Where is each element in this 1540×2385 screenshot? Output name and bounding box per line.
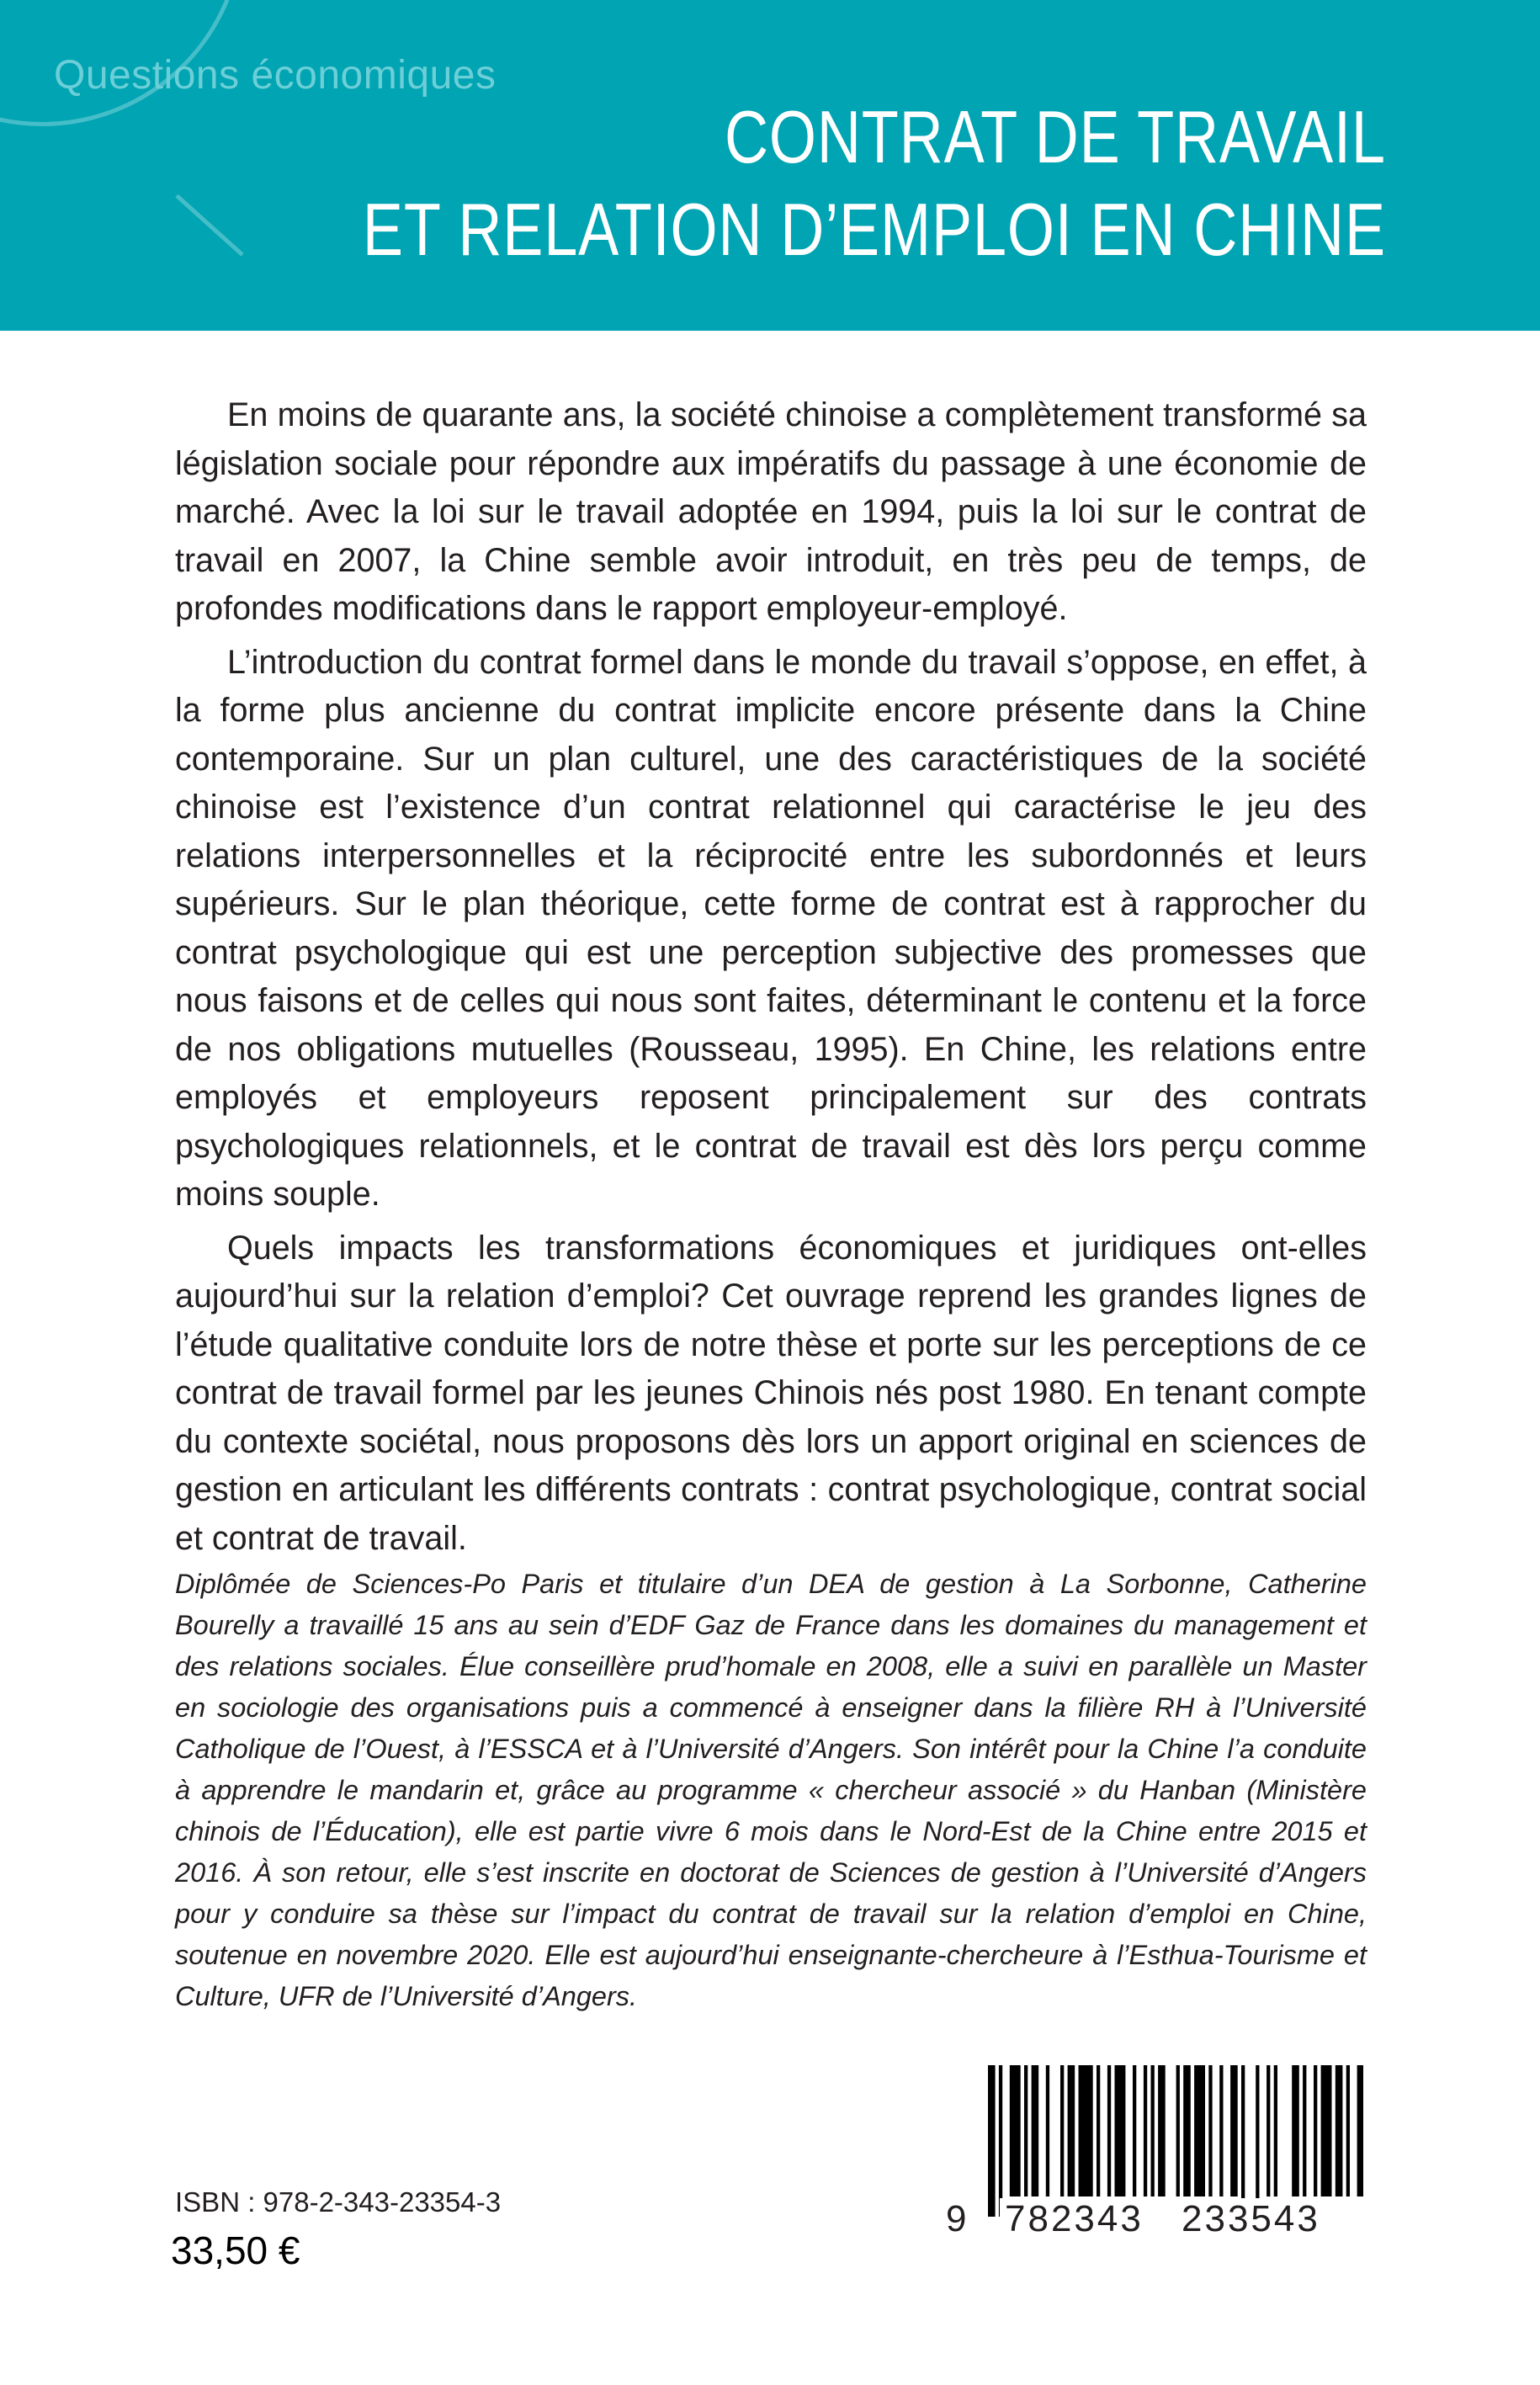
barcode-bar: [1060, 2065, 1064, 2196]
barcode-bar: [1079, 2065, 1093, 2196]
barcode-bar: [1046, 2065, 1049, 2196]
barcode-bar: [1144, 2065, 1147, 2196]
barcode-right-group: 233543: [1176, 2198, 1325, 2240]
barcode-bar: [1267, 2065, 1270, 2196]
cover-header: [0, 0, 1540, 331]
book-title-line-2: ET RELATION D’EMPLOI EN CHINE: [363, 188, 1386, 271]
barcode-bar: [1241, 2065, 1245, 2217]
isbn-label: ISBN : 978-2-343-23354-3: [175, 2186, 502, 2218]
barcode-bar: [1115, 2065, 1126, 2196]
barcode-first-digit: 9: [941, 2198, 971, 2240]
barcode-bar: [1303, 2065, 1306, 2196]
author-bio: [175, 1564, 1367, 2017]
price-label: 33,50 €: [171, 2228, 300, 2272]
barcode-bar: [1183, 2065, 1191, 2196]
barcode-bar: [1010, 2065, 1021, 2196]
barcode-bars: [944, 2065, 1363, 2217]
barcode-bar: [1314, 2065, 1317, 2196]
barcode-bar: [1230, 2065, 1238, 2196]
summary-paragraph: Quels impacts les transformations économiques et juridiques ont-elles aujourd’hui sur la relation d’emploi? Cet ouvrage reprend les grandes lignes de l’étude qualitative conduite lors de notre thèse et porte sur les perceptions de ce contrat de travail formel par les jeunes Chinois nés post 1980. En tenant compte du contexte sociétal, nous proposons dès lors un apport original en sciences de gestion en articulant les différents contrats : contrat psychologique, contrat social et contrat de travail.: [175, 1229, 1367, 1557]
barcode-bar: [1292, 2065, 1299, 2196]
barcode-bar: [1151, 2065, 1155, 2196]
isbn-barcode: [944, 2065, 1363, 2244]
barcode-bar: [1068, 2065, 1075, 2196]
barcode-bar: [1158, 2065, 1166, 2196]
barcode-numbers: [944, 2198, 1363, 2242]
barcode-bar: [1256, 2065, 1259, 2217]
series-logo-q-tail: [175, 194, 243, 257]
barcode-bar: [1024, 2065, 1028, 2196]
barcode-bar: [1219, 2065, 1223, 2196]
barcode-left-group: 782343: [1000, 2198, 1149, 2240]
barcode-bar: [1208, 2065, 1212, 2196]
barcode-bar: [1032, 2065, 1039, 2196]
barcode-bar: [1194, 2065, 1205, 2196]
author-bio-text: Diplômée de Sciences-Po Paris et titulaire d’un DEA de gestion à La Sorbonne, Catherine Bourelly a travaillé 15 ans au sein d’EDF Gaz de France dans les domaines du management et des relations sociales. Élue conseillère prud’homale en 2008, elle a suivi en parallèle un Master en sociologie des organisations puis a commencé à enseigner dans la filière RH à l’Université Catholique de l’Ouest, à l’ESSCA et à l’Université d’Angers. Son intérêt pour la Chine l’a conduite à apprendre le mandarin et, grâce au programme « chercheur associé » du Hanban (Ministère chinois de l’Éducation), elle est partie vivre 6 mois dans le Nord-Est de la Chine entre 2015 et 2016. À son retour, elle s’est inscrite en doctorat de Sciences de gestion à l’Université d’Angers pour y conduire sa thèse sur l’impact du contrat de travail sur la relation d’emploi en Chine, soutenue en novembre 2020. Elle est aujourd’hui enseignante-chercheure à l’Esthua-Tourisme et Culture, UFR de l’Université d’Angers.: [175, 1569, 1367, 2011]
barcode-bar: [1336, 2065, 1343, 2196]
barcode-bar: [1346, 2065, 1350, 2196]
barcode-bar: [1321, 2065, 1332, 2196]
series-name: Questions économiques: [54, 53, 497, 98]
barcode-bar: [1133, 2065, 1136, 2196]
barcode-bar: [1107, 2065, 1111, 2196]
barcode-bar: [999, 2065, 1002, 2217]
barcode-bar: [1097, 2065, 1100, 2196]
book-title-line-1: CONTRAT DE TRAVAIL: [725, 95, 1386, 178]
summary-paragraph: En moins de quarante ans, la société chinoise a complètement transformé sa législation sociale pour répondre aux impératifs du passage à une économie de marché. Avec la loi sur le travail adoptée en 1994, puis la loi sur le contrat de travail en 2007, la Chine semble avoir introduit, en très peu de temps, de profondes modifications dans le rapport employeur-employé.: [175, 396, 1367, 627]
barcode-bar: [988, 2065, 996, 2217]
summary-text: [175, 391, 1367, 1568]
barcode-bar: [1176, 2065, 1180, 2196]
book-title: [363, 91, 1386, 276]
barcode-bar: [1357, 2065, 1363, 2196]
barcode-bar: [1274, 2065, 1277, 2196]
summary-paragraph: L’introduction du contrat formel dans le monde du travail s’oppose, en effet, à la forme plus ancienne du contrat implicite encore présente dans la Chine contemporaine. Sur un plan culturel, une des caractéristiques de la société chinoise est l’existence d’un contrat relationnel qui caractérise le jeu des relations interpersonnelles et la réciprocité entre les subordonnés et leurs supérieurs. Sur le plan théorique, cette forme de contrat est à rapprocher du contrat psychologique qui est une perception subjective des promesses que nous faisons et de celles qui nous sont faites, déterminant le contenu et la force de nos obligations mutuelles (Rousseau, 1995). En Chine, les relations entre employés et employeurs reposent principalement sur des contrats psychologiques relationnels, et le contrat de travail est dès lors perçu comme moins souple.: [175, 643, 1367, 1213]
